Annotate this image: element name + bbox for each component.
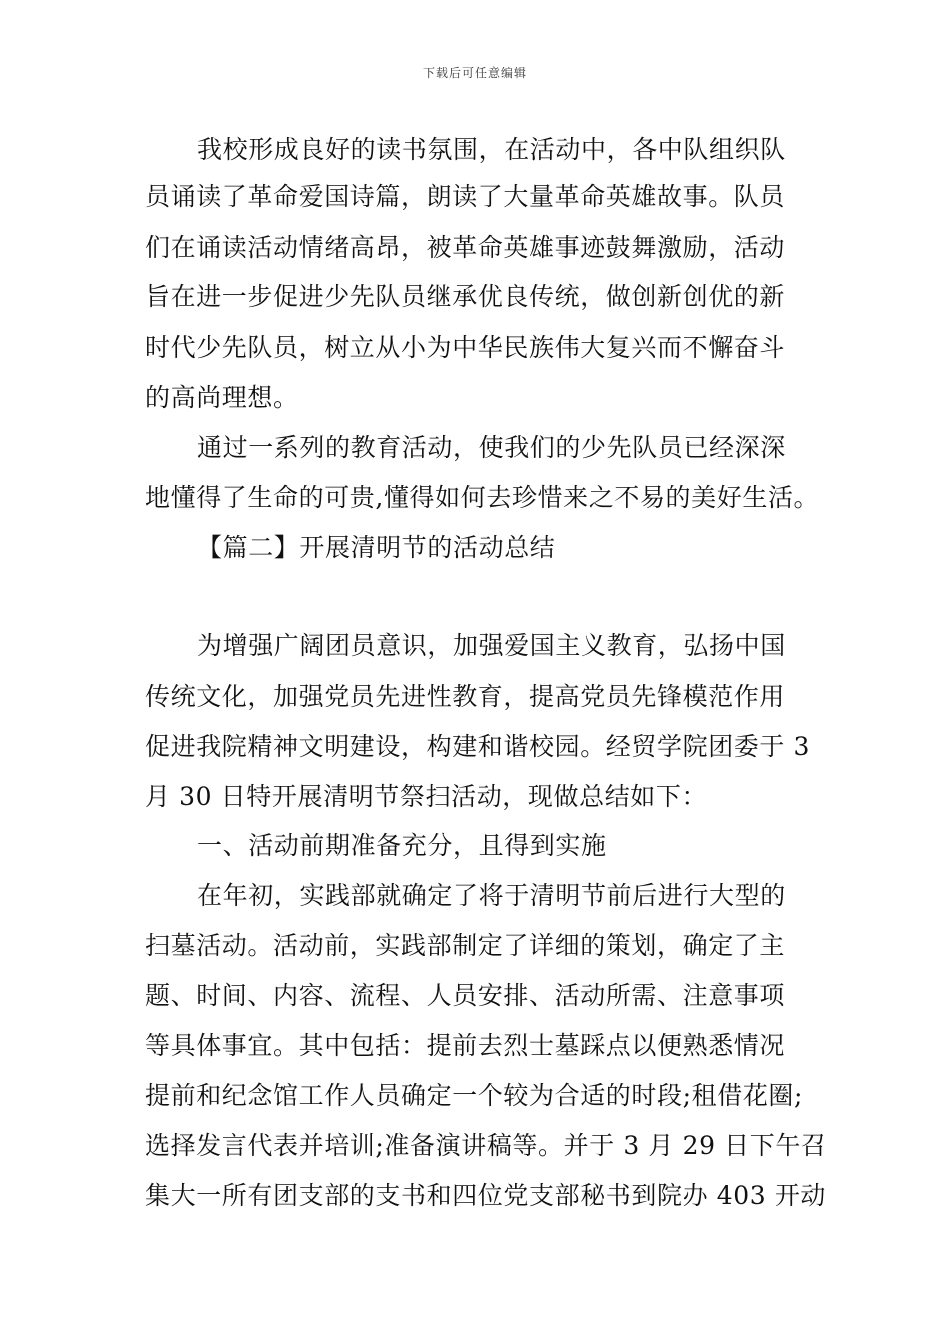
paragraph-line: 为增强广阔团员意识，加强爱国主义教育，弘扬中国 — [197, 631, 786, 660]
paragraph-line: 题、时间、内容、流程、人员安排、活动所需、注意事项 — [145, 981, 786, 1010]
paragraph-line: 时代少先队员，树立从小为中华民族伟大复兴而不懈奋斗 — [145, 333, 786, 362]
paragraph-line: 通过一系列的教育活动，使我们的少先队员已经深深 — [197, 433, 786, 462]
paragraph-line: 员诵读了革命爱国诗篇，朗读了大量革命英雄故事。队员 — [145, 182, 786, 211]
subsection-heading: 一、活动前期准备充分，且得到实施 — [197, 831, 607, 860]
paragraph-line: 在年初，实践部就确定了将于清明节前后进行大型的 — [197, 881, 786, 910]
paragraph-line: 提前和纪念馆工作人员确定一个较为合适的时段;租借花圈; — [145, 1081, 804, 1110]
paragraph-line: 促进我院精神文明建设，构建和谐校园。经贸学院团委于 3 — [145, 732, 811, 761]
paragraph-line: 集大一所有团支部的支书和四位党支部秘书到院办 403 开动 — [145, 1181, 827, 1210]
paragraph-line: 选择发言代表并培训;准备演讲稿等。并于 3 月 29 日下午召 — [145, 1131, 827, 1160]
paragraph-line: 我校形成良好的读书氛围，在活动中，各中队组织队 — [197, 135, 786, 164]
paragraph-line: 等具体事宜。其中包括：提前去烈士墓踩点以便熟悉情况 — [145, 1031, 786, 1060]
paragraph-line: 扫墓活动。活动前，实践部制定了详细的策划，确定了主 — [145, 931, 786, 960]
paragraph-line: 月 30 日特开展清明节祭扫活动，现做总结如下： — [145, 782, 708, 811]
paragraph-line: 地懂得了生命的可贵,懂得如何去珍惜来之不易的美好生活。 — [145, 483, 820, 512]
section-heading: 【篇二】开展清明节的活动总结 — [197, 533, 556, 562]
paragraph-line: 旨在进一步促进少先队员继承优良传统，做创新创优的新 — [145, 282, 786, 311]
paragraph-line: 的高尚理想。 — [145, 383, 299, 412]
paragraph-line: 们在诵读活动情绪高昂，被革命英雄事迹鼓舞激励，活动 — [145, 233, 786, 262]
paragraph-line: 传统文化，加强党员先进性教育，提高党员先锋模范作用 — [145, 682, 786, 711]
page-header: 下载后可任意编辑 — [422, 66, 527, 80]
